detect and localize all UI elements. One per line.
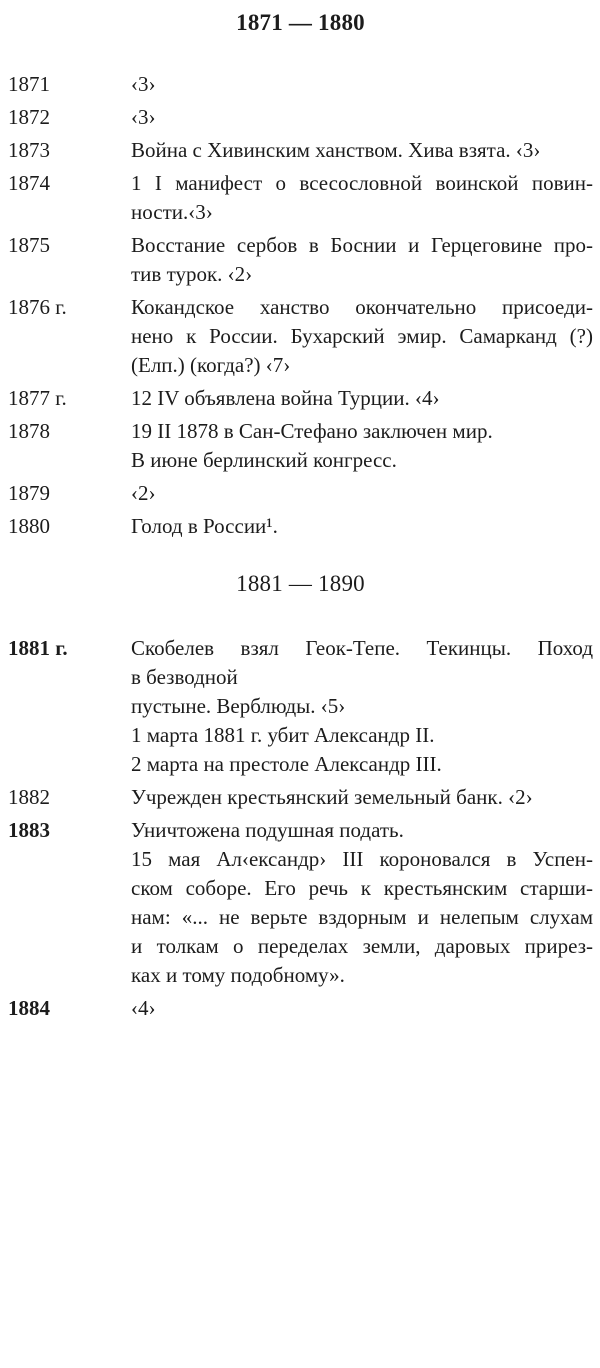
entry-year: 1879 xyxy=(8,481,50,505)
entry-line: ‹3› xyxy=(131,105,156,129)
entry-line: ности.‹3› xyxy=(131,200,213,224)
entry-text xyxy=(131,103,593,132)
entry-line: ‹3› xyxy=(131,72,156,96)
entry-year: 1880 xyxy=(8,514,50,538)
entry-year: 1881 г. xyxy=(8,636,68,660)
entry-year: 1871 xyxy=(8,72,50,96)
entry-text xyxy=(131,512,593,541)
entry-text xyxy=(131,169,593,227)
entry-text xyxy=(131,293,593,380)
entry-text xyxy=(131,634,593,779)
entry-line: 19 II 1878 в Сан-Стефано заключен мир. xyxy=(131,419,493,443)
entry-line: В июне берлинский конгресс. xyxy=(131,448,397,472)
entry-line: нам: «... не верьте вздорным и нелепым слухам xyxy=(131,905,593,929)
entry-text xyxy=(131,783,593,812)
timeline-entry-1880 xyxy=(8,512,593,541)
entry-line: Кокандское ханство окончательно присоеди- xyxy=(131,295,593,319)
entry-line: пустыне. Верблюды. ‹5› xyxy=(131,694,346,718)
entry-line: (Елп.) (когда?) ‹7› xyxy=(131,353,291,377)
timeline-entry-1879 xyxy=(8,479,593,508)
entry-line: ‹4› xyxy=(131,996,156,1020)
timeline-entry-1874 xyxy=(8,169,593,227)
entry-line: Уничтожена подушная подать. xyxy=(131,818,404,842)
entry-text xyxy=(131,417,593,475)
entry-text xyxy=(131,384,593,413)
entry-year: 1877 г. xyxy=(8,386,67,410)
entry-line: Восстание сербов в Боснии и Герцеговине про- xyxy=(131,233,593,257)
timeline-entry-1876 xyxy=(8,293,593,380)
timeline-entry-1878 xyxy=(8,417,593,475)
timeline-entry-1883 xyxy=(8,816,593,990)
entry-year: 1876 г. xyxy=(8,295,67,319)
timeline-entry-1872 xyxy=(8,103,593,132)
timeline-section-1881-1890 xyxy=(8,634,593,1023)
entry-line: нено к России. Бухарский эмир. Самарканд (?) xyxy=(131,324,593,348)
entry-line: 15 мая Ал‹ександр› III короновался в Успен- xyxy=(131,847,593,871)
entry-line: ‹2› xyxy=(131,481,156,505)
timeline-entry-1871 xyxy=(8,70,593,99)
entry-line: Война с Хивинским ханством. Хива взята. ‹3› xyxy=(131,138,541,162)
entry-year: 1872 xyxy=(8,105,50,129)
entry-line: 1 I манифест о всесословной воинской повин- xyxy=(131,171,593,195)
timeline-entry-1877 xyxy=(8,384,593,413)
entry-year: 1882 xyxy=(8,785,50,809)
timeline-entry-1881 xyxy=(8,634,593,779)
timeline-entry-1884 xyxy=(8,994,593,1023)
timeline-entry-1875 xyxy=(8,231,593,289)
entry-line: 2 марта на престоле Александр III. xyxy=(131,752,442,776)
entry-line: Скобелев взял Геок-Тепе. Текинцы. Поход xyxy=(131,636,593,660)
entry-line: ках и тому подобному». xyxy=(131,963,345,987)
entry-line: тив турок. ‹2› xyxy=(131,262,253,286)
entry-year: 1874 xyxy=(8,171,50,195)
entry-line: и толкам о переделах земли, даровых прирез- xyxy=(131,934,593,958)
entry-text xyxy=(131,231,593,289)
entry-year: 1878 xyxy=(8,419,50,443)
entry-text xyxy=(131,479,593,508)
entry-year: 1884 xyxy=(8,996,50,1020)
entry-year: 1883 xyxy=(8,818,50,842)
entry-line: Учрежден крестьянский земельный банк. ‹2› xyxy=(131,785,533,809)
entry-text xyxy=(131,136,593,165)
entry-line: в безводной xyxy=(131,665,238,689)
timeline-entry-1882 xyxy=(8,783,593,812)
entry-year: 1873 xyxy=(8,138,50,162)
entry-line: Голод в России¹. xyxy=(131,514,278,538)
timeline-entry-1873 xyxy=(8,136,593,165)
entry-line: 12 IV объявлена война Турции. ‹4› xyxy=(131,386,440,410)
decade-heading-1881-1890: 1881 — 1890 xyxy=(236,571,365,596)
entry-year: 1875 xyxy=(8,233,50,257)
entry-text xyxy=(131,816,593,990)
decade-heading-1871-1880: 1871 — 1880 xyxy=(236,10,365,35)
entry-text xyxy=(131,994,593,1023)
entry-line: 1 марта 1881 г. убит Александр II. xyxy=(131,723,435,747)
entry-text xyxy=(131,70,593,99)
entry-line: ском соборе. Его речь к крестьянским старши- xyxy=(131,876,593,900)
timeline-section-1871-1880 xyxy=(8,70,593,541)
